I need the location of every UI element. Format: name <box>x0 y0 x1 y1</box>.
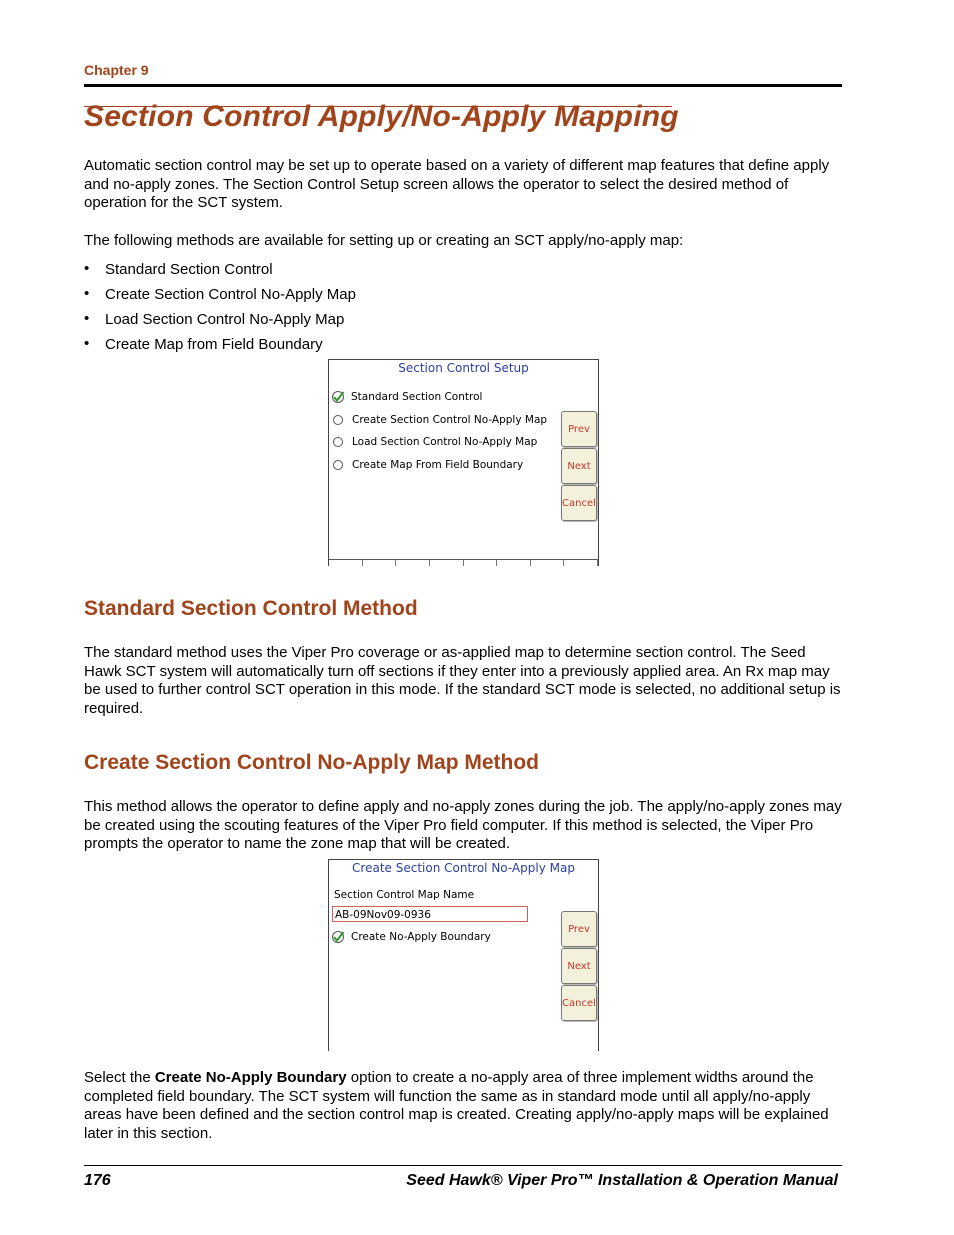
cancel-button[interactable]: Cancel <box>561 485 597 521</box>
cancel-button[interactable]: Cancel <box>561 985 597 1021</box>
bullet-icon: • <box>84 335 90 352</box>
map-name-input[interactable]: AB-09Nov09-0936 <box>332 906 528 922</box>
bullet-icon: • <box>84 285 90 302</box>
radio-icon <box>333 460 343 470</box>
screen-title: Create Section Control No-Apply Map <box>352 861 575 875</box>
radio-icon <box>333 415 343 425</box>
create-no-apply-map-screen <box>328 859 599 1051</box>
methods-list <box>84 261 356 361</box>
option-standard-section-control[interactable]: Standard Section Control <box>333 390 482 404</box>
list-item: • Standard Section Control <box>84 260 273 278</box>
footer-rule <box>84 1165 842 1166</box>
option-create-map-from-boundary[interactable]: Create Map From Field Boundary <box>333 459 523 471</box>
bullet-icon: • <box>84 260 90 277</box>
page-number: 176 <box>84 1172 111 1189</box>
methods-intro: The following methods are available for setting up or creating an SCT apply/no-apply map: <box>84 232 684 249</box>
list-item: • Create Section Control No-Apply Map <box>84 285 356 303</box>
create-method-heading: Create Section Control No-Apply Map Method <box>84 751 540 774</box>
section-control-setup-screen <box>328 359 599 566</box>
bold-option-name: Create No-Apply Boundary <box>154 1069 347 1086</box>
map-name-label: Section Control Map Name <box>334 889 475 901</box>
toolbar-slot[interactable] <box>564 560 598 566</box>
screen-title: Section Control Setup <box>398 361 529 375</box>
list-item: • Load Section Control No-Apply Map <box>84 310 345 328</box>
screen-toolbar <box>329 559 598 566</box>
bullet-icon: • <box>84 310 90 327</box>
toolbar-slot[interactable] <box>464 560 498 566</box>
option-create-no-apply-boundary[interactable]: Create No-Apply Boundary <box>333 930 491 944</box>
toolbar-slot[interactable] <box>497 560 531 566</box>
prev-button[interactable]: Prev <box>561 411 597 447</box>
standard-method-paragraph: The standard method uses the Viper Pro coverage or as-applied map to determine section control. The Seed Hawk SCT system will automatically turn off sections if they enter into a previously applied area. An Rx map may be used to further control SCT operation in this mode. If the standard SCT mode is selected, no additional setup is required. <box>84 644 841 717</box>
next-button[interactable]: Next <box>561 448 597 484</box>
toolbar-slot[interactable] <box>430 560 464 566</box>
create-method-paragraph: This method allows the operator to define apply and no-apply zones during the job. The apply/no-apply zones may be created using the scouting features of the Viper Pro field computer. If this method is selected, the Viper Pro prompts the operator to name the zone map that will be created. <box>84 798 842 853</box>
toolbar-slot[interactable] <box>329 560 363 566</box>
manual-title: Seed Hawk® Viper Pro™ Installation & Operation Manual <box>406 1172 838 1189</box>
chapter-label: Chapter 9 <box>84 62 149 78</box>
intro-paragraph: Automatic section control may be set up to operate based on a variety of different map features that define apply and no-apply zones. The Section Control Setup screen allows the operator to select the desired method of operation for the SCT system. <box>84 157 830 212</box>
list-item: • Create Map from Field Boundary <box>84 335 323 353</box>
option-create-no-apply-map[interactable]: Create Section Control No-Apply Map <box>333 414 547 426</box>
header-rule <box>84 84 842 87</box>
closing-paragraph: Select the Create No-Apply Boundary option to create a no-apply area of three implement widths around the completed field boundary. The SCT system will function the same as in standard mode until all apply/no-apply areas have been defined and the section control map is created. Creating apply/no-apply maps will be explained later in this section. <box>84 1069 829 1142</box>
radio-icon <box>333 437 343 447</box>
next-button[interactable]: Next <box>561 948 597 984</box>
toolbar-slot[interactable] <box>396 560 430 566</box>
prev-button[interactable]: Prev <box>561 911 597 947</box>
standard-method-heading: Standard Section Control Method <box>84 597 418 620</box>
checkmark-icon <box>331 390 345 404</box>
toolbar-slot[interactable] <box>363 560 397 566</box>
option-load-no-apply-map[interactable]: Load Section Control No-Apply Map <box>333 436 537 448</box>
checkmark-icon <box>331 930 345 944</box>
page-title: Section Control Apply/No-Apply Mapping <box>84 100 679 133</box>
toolbar-slot[interactable] <box>531 560 565 566</box>
